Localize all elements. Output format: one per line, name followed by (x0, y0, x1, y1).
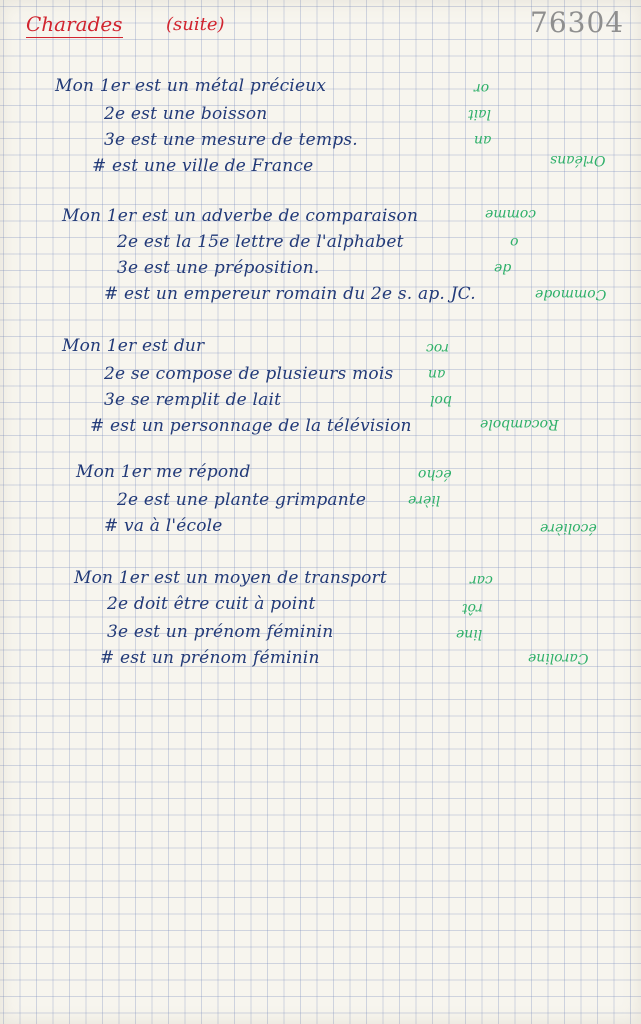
charade-1-line-4: # est une ville de France (92, 156, 314, 176)
charade-2-answer: Commode (535, 286, 607, 302)
reference-number: 76304 (530, 6, 625, 39)
charade-3-line-2: 2e se compose de plusieurs mois (104, 364, 394, 384)
charade-2-line-1: Mon 1er est un adverbe de comparaison (62, 206, 419, 226)
charade-2-line-4: # est un empereur romain du 2e s. ap. JC. (104, 284, 476, 304)
charade-4-line-2: 2e est une plante grimpante (117, 490, 367, 510)
charade-4-line-1: Mon 1er me répond (76, 462, 251, 482)
charade-1-line-1: Mon 1er est un métal précieux (55, 76, 327, 96)
charade-4-answer: écolière (540, 520, 597, 536)
charade-1-line-3: 3e est une mesure de temps. (104, 130, 358, 150)
charade-5-answer: Caroline (528, 650, 589, 666)
charade-3-line-4: # est un personnage de la télévision (90, 416, 412, 436)
charade-1-answer: Orléans (550, 152, 606, 168)
charade-3-syllable-3: bol (430, 392, 452, 408)
charade-5-line-1: Mon 1er est un moyen de transport (74, 568, 387, 588)
charade-4-syllable-1: écho (418, 466, 452, 482)
charade-1-syllable-3: an (474, 132, 492, 148)
charade-2-line-2: 2e est la 15e lettre de l'alphabet (117, 232, 404, 252)
charade-3-syllable-2: an (428, 366, 446, 382)
page-subtitle: (suite) (166, 14, 225, 35)
charade-5-syllable-1: car (470, 572, 493, 588)
charade-2-syllable-3: de (494, 260, 512, 276)
charade-5-line-3: 3e est un prénom féminin (107, 622, 334, 642)
page-title: Charades (26, 12, 123, 36)
charade-2-syllable-2: o (510, 234, 519, 250)
charade-3-line-3: 3e se remplit de lait (104, 390, 282, 410)
charade-4-line-3: # va à l'école (104, 516, 223, 536)
charade-3-answer: Rocambole (480, 416, 559, 432)
charade-1-syllable-1: or (474, 80, 490, 96)
charade-3-syllable-1: roc (426, 340, 449, 356)
charade-4-syllable-2: lière (408, 492, 441, 508)
charade-2-syllable-1: comme (485, 206, 537, 222)
charade-2-line-3: 3e est une préposition. (117, 258, 320, 278)
charade-1-line-2: 2e est une boisson (104, 104, 268, 124)
charade-5-syllable-2: rôt (462, 600, 483, 616)
charade-1-syllable-2: lait (468, 106, 491, 122)
charade-5-line-4: # est un prénom féminin (100, 648, 320, 668)
charade-5-line-2: 2e doit être cuit à point (107, 594, 316, 614)
charade-3-line-1: Mon 1er est dur (62, 336, 205, 356)
charade-5-syllable-3: line (456, 626, 483, 642)
